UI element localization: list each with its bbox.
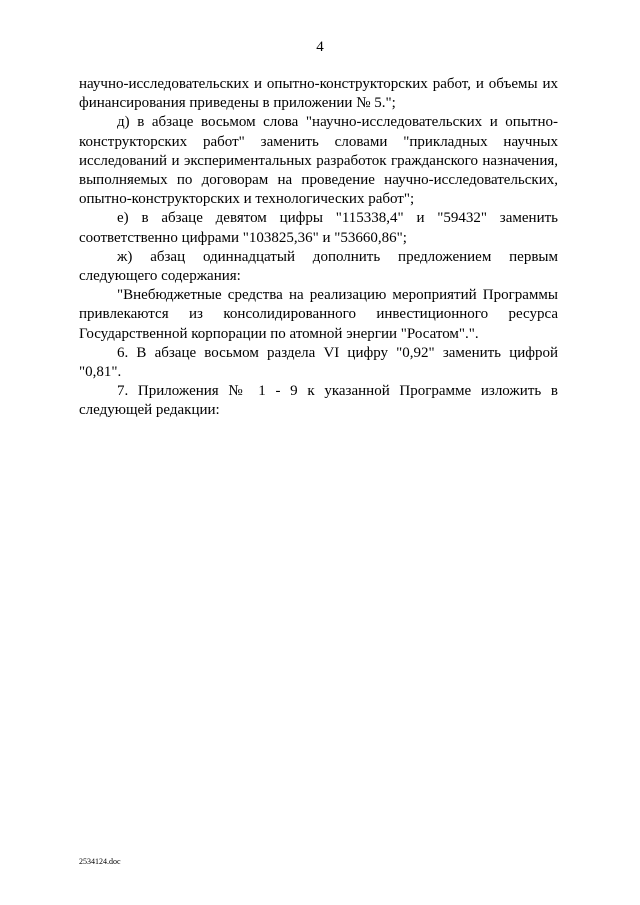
paragraph-item-6: 6. В абзаце восьмом раздела VI цифру "0,92" заменить цифрой "0,81". — [79, 344, 558, 381]
paragraph-item-e: е) в абзаце девятом цифры "115338,4" и "59432" заменить соответственно цифрами "103825,36" и "53660,86"; — [79, 210, 558, 246]
paragraph-continuation: научно-исследовательских и опытно-конструкторских работ, и объемы их финансирования приведены в приложении № 5."; — [79, 76, 558, 112]
paragraph-item-d: д) в абзаце восьмом слова "научно-исследовательских и опытно-конструкторских работ" заменить словами "прикладных научных исследований и экспериментальных разработок гражданского назначения, выполняемых по договорам на проведение научно-исследовательских, опытно-конструкторских и технологических работ"; — [79, 114, 558, 208]
paragraph-item-zh: ж) абзац одиннадцатый дополнить предложением первым следующего содержания: — [79, 248, 558, 285]
page-number: 4 — [316, 39, 324, 55]
document-file-code: 2534124.doc — [79, 857, 121, 866]
document-body — [79, 75, 558, 421]
paragraph-quote: "Внебюджетные средства на реализацию мероприятий Программы привлекаются из консолидированного инвестиционного ресурса Государственной корпорации по атомной энергии "Росатом".". — [79, 287, 558, 342]
paragraph-item-7: 7. Приложения № 1 - 9 к указанной Программе изложить в следующей редакции: — [79, 383, 558, 419]
